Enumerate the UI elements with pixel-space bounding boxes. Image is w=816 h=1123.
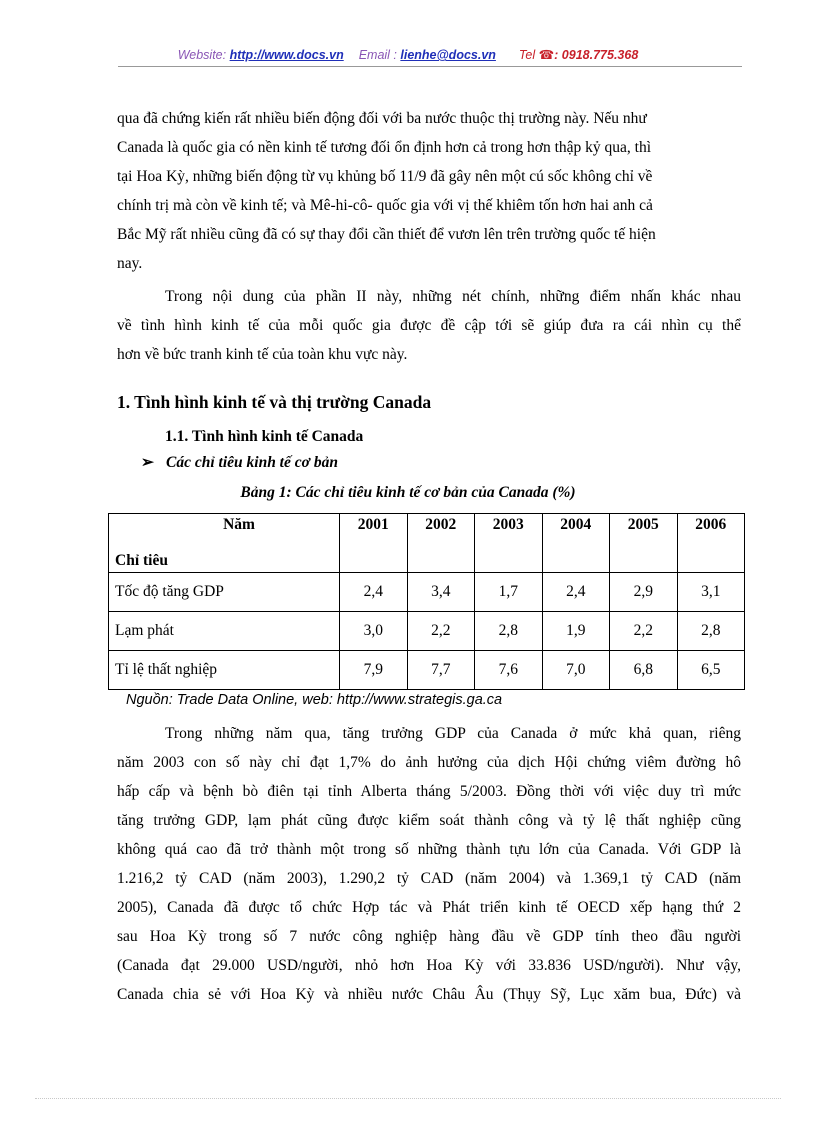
- tel-number: : 0918.775.368: [554, 48, 639, 62]
- table-source: Nguồn: Trade Data Online, web: http://www.strategis.ga.ca: [126, 692, 503, 708]
- bullet-text: Các chỉ tiêu kinh tế cơ bản: [166, 454, 338, 471]
- text-line: không quá cao đã trở thành một trong số những thành tựu lớn của Canada. Với GDP là: [117, 841, 741, 858]
- table-cell: 2,8: [677, 612, 745, 651]
- paragraph-gdp: [117, 719, 741, 1009]
- indicator-axis-label: Chỉ tiêu: [115, 552, 168, 569]
- website-label: Website:: [177, 48, 227, 62]
- table-cell: 2,2: [407, 612, 475, 651]
- text-line: chính trị mà còn về kinh tế; và Mê-hi-cô- quốc gia với vị thế khiêm tốn hơn hai anh cả: [117, 197, 653, 214]
- row-label: Lạm phát: [109, 612, 340, 651]
- table-cell: 2,8: [475, 612, 543, 651]
- year-axis-label: Năm: [223, 516, 255, 533]
- table-cell: 6,5: [677, 651, 745, 690]
- text-line: hơn về bức tranh kinh tế của toàn khu vực này.: [117, 346, 408, 363]
- year-header: 2002: [407, 514, 475, 573]
- table-cell: 3,1: [677, 573, 745, 612]
- text-line: năm 2003 con số này chỉ đạt 1,7% do ảnh hưởng của dịch Hội chứng viêm đường hô: [117, 754, 741, 771]
- table-header-row: [109, 514, 745, 573]
- economic-indicators-table: [108, 513, 745, 690]
- header-divider: [118, 66, 742, 67]
- year-header: 2003: [475, 514, 543, 573]
- table-cell: 2,2: [610, 612, 678, 651]
- table-corner-cell: [109, 514, 340, 573]
- paragraph-overview: [117, 282, 741, 369]
- page-header: [0, 47, 816, 62]
- subsection-heading: 1.1. Tình hình kinh tế Canada: [165, 428, 364, 445]
- table-cell: 7,0: [542, 651, 610, 690]
- table-cell: 7,9: [340, 651, 408, 690]
- text-line: tại Hoa Kỳ, những biến động từ vụ khủng bố 11/9 đã gây nên một cú sốc không chỉ về: [117, 168, 653, 185]
- table-row: [109, 651, 745, 690]
- text-line: Trong những năm qua, tăng trưởng GDP của Canada ở mức khả quan, riêng: [165, 725, 741, 742]
- phone-icon: ☎: [538, 48, 555, 62]
- year-header: 2004: [542, 514, 610, 573]
- text-line: hấp cấp và bệnh bò điên tại tỉnh Alberta tháng 5/2003. Đồng thời với việc duy trì mức: [117, 783, 741, 800]
- table-cell: 3,4: [407, 573, 475, 612]
- text-line: Canada chia sẻ với Hoa Kỳ và nhiều nước Châu Âu (Thụy Sỹ, Lục xăm bua, Đức) và: [117, 986, 741, 1003]
- year-header: 2005: [610, 514, 678, 573]
- table-caption: Bảng 1: Các chỉ tiêu kinh tế cơ bản của Canada (%): [240, 484, 576, 501]
- year-header: 2006: [677, 514, 745, 573]
- table-cell: 3,0: [340, 612, 408, 651]
- table-cell: 2,4: [542, 573, 610, 612]
- row-label: Tốc độ tăng GDP: [109, 573, 340, 612]
- table-row: [109, 612, 745, 651]
- bullet-item: [141, 453, 338, 472]
- text-line: Bắc Mỹ rất nhiều cũng đã có sự thay đổi cần thiết để vươn lên trên trường quốc tế hiện: [117, 226, 656, 243]
- paragraph-intro: [117, 104, 741, 278]
- table-row: [109, 573, 745, 612]
- text-line: tăng trưởng GDP, lạm phát cũng được kiểm soát thành công và tỷ lệ thất nghiệp cũng: [117, 812, 741, 829]
- table-cell: 7,6: [475, 651, 543, 690]
- text-line: 2005), Canada đã được tổ chức Hợp tác và Phát triển kinh tế OECD xếp hạng thứ 2: [117, 899, 741, 916]
- text-line: Canada là quốc gia có nền kinh tế tương đối ổn định hơn cả trong hơn thập kỷ qua, thì: [117, 139, 652, 156]
- table-cell: 2,9: [610, 573, 678, 612]
- table-cell: 1,9: [542, 612, 610, 651]
- arrow-bullet-icon: ➢: [141, 454, 154, 471]
- email-link[interactable]: lienhe@docs.vn: [400, 48, 496, 62]
- text-line: Trong nội dung của phần II này, những nét chính, những điểm nhấn khác nhau: [165, 288, 741, 305]
- text-line: 1.216,2 tỷ CAD (năm 2003), 1.290,2 tỷ CAD (năm 2004) và 1.369,1 tỷ CAD (năm: [117, 870, 741, 887]
- table-cell: 1,7: [475, 573, 543, 612]
- section-heading: 1. Tình hình kinh tế và thị trường Canada: [117, 392, 432, 412]
- row-label: Tỉ lệ thất nghiệp: [109, 651, 340, 690]
- text-line: về tình hình kinh tế của mỗi quốc gia được đề cập tới sẽ giúp đưa ra cái nhìn cụ thể: [117, 317, 741, 334]
- text-line: sau Hoa Kỳ trong số 7 nước công nghiệp hàng đầu về GDP tính theo đầu người: [117, 928, 741, 945]
- table-cell: 2,4: [340, 573, 408, 612]
- text-line: (Canada đạt 29.000 USD/người, nhỏ hơn Hoa Kỳ với 33.836 USD/người). Như vậy,: [117, 957, 741, 974]
- text-line: qua đã chứng kiến rất nhiều biến động đối với ba nước thuộc thị trường này. Nếu như: [117, 110, 647, 127]
- table-cell: 6,8: [610, 651, 678, 690]
- tel-label: Tel: [518, 48, 536, 62]
- table-cell: 7,7: [407, 651, 475, 690]
- year-header: 2001: [340, 514, 408, 573]
- footer-divider: [35, 1098, 781, 1099]
- website-link[interactable]: http://www.docs.vn: [229, 48, 344, 62]
- text-line: nay.: [117, 255, 143, 272]
- email-label: Email :: [358, 48, 397, 62]
